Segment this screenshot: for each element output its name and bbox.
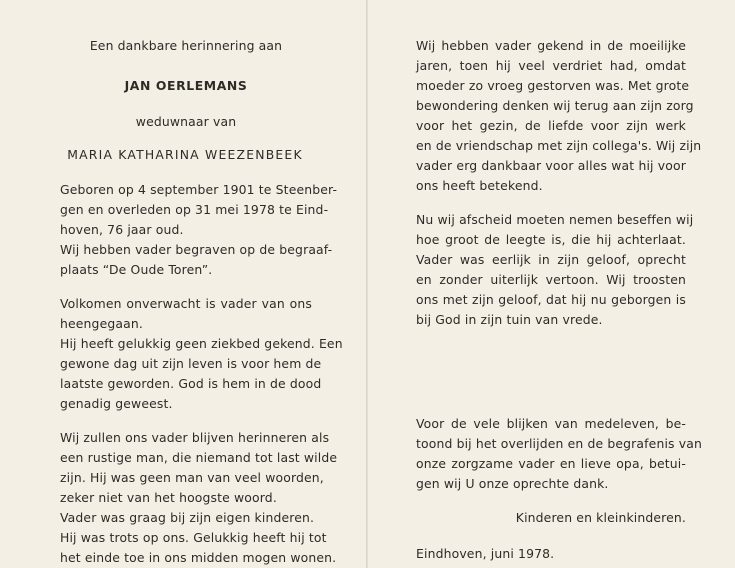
thanks-line-3: onze zorgzame vader en lieve opa, betui- bbox=[416, 456, 686, 471]
paragraph-2-line-6: genadig geweest. bbox=[60, 396, 173, 411]
right-p2-line-5: ons met zijn geloof, dat hij nu geborgen is bbox=[416, 292, 686, 307]
right-p1-line-8: ons heeft betekend. bbox=[416, 178, 543, 193]
burial-line-1: Wij hebben vader begraven op de begraaf- bbox=[60, 242, 333, 257]
paragraph-2-line-2: heengegaan. bbox=[60, 316, 143, 331]
widower-text: weduwnaar van bbox=[135, 114, 237, 129]
right-p1-line-1: Wij hebben vader gekend in de moeilijke bbox=[416, 38, 686, 53]
intro-text: Een dankbare herinnering aan bbox=[89, 38, 283, 53]
birth-line-3: hoven, 76 jaar oud. bbox=[60, 222, 184, 237]
paragraph-3-line-3: zijn. Hij was geen man van veel woorden, bbox=[60, 470, 324, 485]
signature: Kinderen en kleinkinderen. bbox=[515, 510, 686, 525]
birth-line-2: gen en overleden op 31 mei 1978 te Eind- bbox=[60, 202, 329, 217]
burial-line-2: plaats “De Oude Toren”. bbox=[60, 262, 213, 277]
right-p1-line-5: voor het gezin, de liefde voor zijn werk bbox=[416, 118, 686, 133]
paragraph-3-line-1: Wij zullen ons vader blijven herinneren als bbox=[60, 430, 330, 445]
left-page bbox=[0, 0, 366, 568]
birth-line-1: Geboren op 4 september 1901 te Steenber- bbox=[60, 182, 338, 197]
paragraph-2-line-5: laatste geworden. God is hem in de dood bbox=[60, 376, 322, 391]
thanks-line-2: toond bij het overlijden en de begrafenis van bbox=[416, 436, 702, 451]
right-p2-line-4: en zonder uiterlijk vertoon. Wij troosten bbox=[416, 272, 686, 287]
right-p2-line-6: bij God in zijn tuin van vrede. bbox=[416, 312, 603, 327]
paragraph-3-line-7: het einde toe in ons midden mogen wonen. bbox=[60, 550, 337, 565]
paragraph-2-line-1: Volkomen onverwacht is vader van ons bbox=[60, 296, 312, 311]
paragraph-2-line-3: Hij heeft gelukkig geen ziekbed gekend. Een bbox=[60, 336, 343, 351]
right-p2-line-1: Nu wij afscheid moeten nemen beseffen wij bbox=[416, 212, 694, 227]
right-page bbox=[368, 0, 735, 568]
paragraph-3-line-6: Hij was trots op ons. Gelukkig heeft hij tot bbox=[60, 530, 327, 545]
right-p2-line-2: hoe groot de leegte is, die hij achterlaat. bbox=[416, 232, 686, 247]
right-p2-line-3: Vader was eerlijk in zijn geloof, oprecht bbox=[416, 252, 686, 267]
right-p1-line-2: jaren, toen hij veel verdriet had, omdat bbox=[416, 58, 686, 73]
right-p1-line-3: moeder zo vroeg gestorven was. Met grote bbox=[416, 78, 690, 93]
paragraph-3-line-5: Vader was graag bij zijn eigen kinderen. bbox=[60, 510, 315, 525]
paragraph-2-line-4: gewone dag uit zijn leven is voor hem de bbox=[60, 356, 322, 371]
paragraph-3-line-4: zeker niet van het hoogste woord. bbox=[60, 490, 277, 505]
right-p1-line-6: en de vriendschap met zijn collega's. Wij zijn bbox=[416, 138, 702, 153]
right-p1-line-7: vader erg dankbaar voor alles wat hij voor bbox=[416, 158, 686, 173]
paragraph-3-line-2: een rustige man, die niemand tot last wilde bbox=[60, 450, 338, 465]
right-p1-line-4: bewondering denken wij terug aan zijn zorg bbox=[416, 98, 694, 113]
deceased-name: JAN OERLEMANS bbox=[124, 78, 248, 93]
spouse-name: MARIA KATHARINA WEEZENBEEK bbox=[67, 147, 303, 162]
thanks-line-1: Voor de vele blijken van medeleven, be- bbox=[416, 416, 686, 431]
thanks-line-4: gen wij U onze oprechte dank. bbox=[416, 476, 609, 491]
place-date: Eindhoven, juni 1978. bbox=[416, 546, 555, 561]
